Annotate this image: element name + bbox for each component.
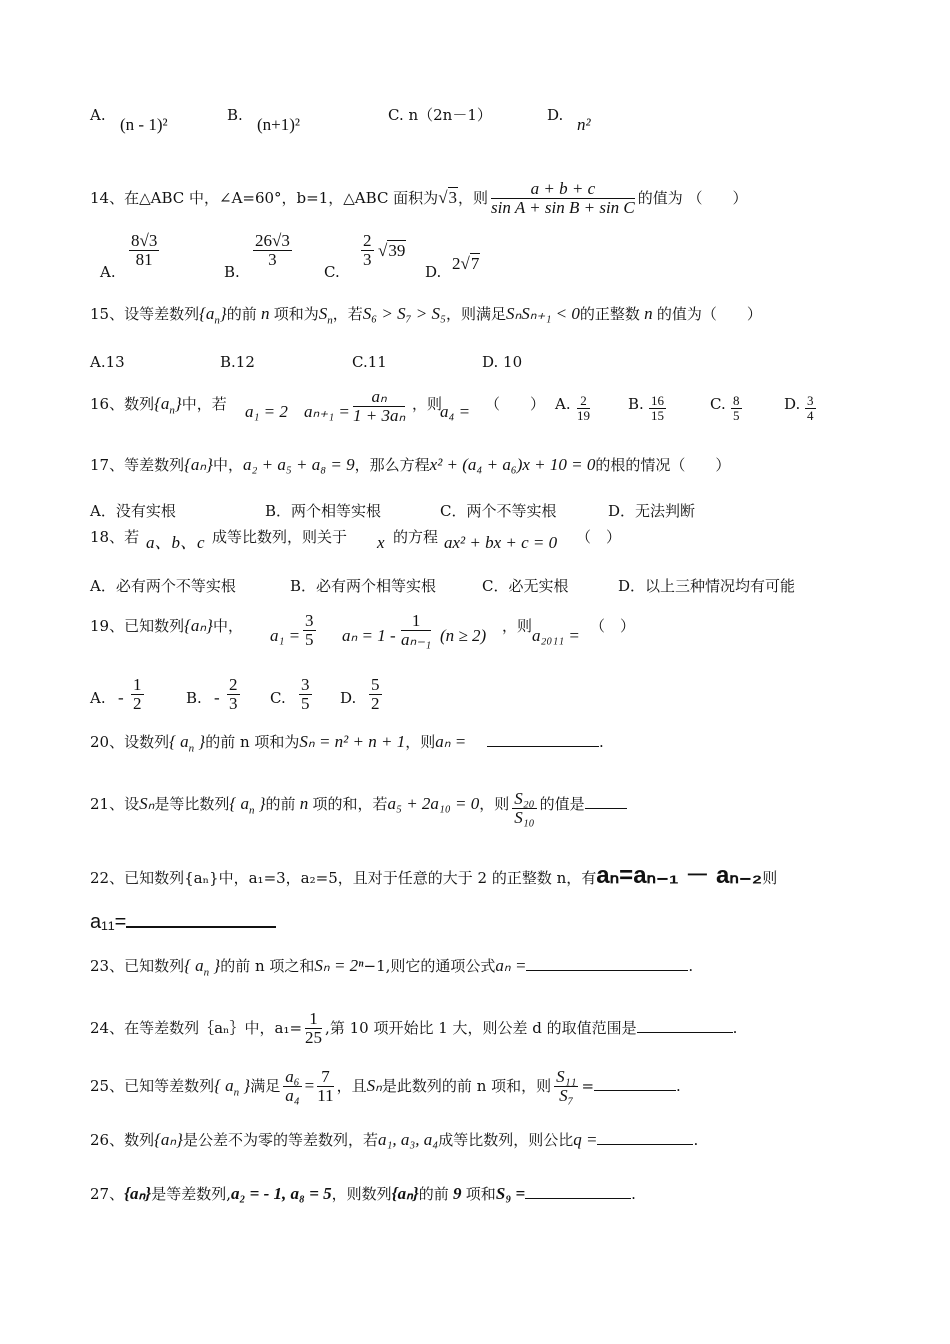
q14-option-b-label: B.: [224, 263, 240, 281]
q13-option-c: C. n（2n－1）: [388, 106, 492, 124]
q21-answer-blank[interactable]: [585, 794, 627, 809]
q17-option-b: B．两个相等实根: [265, 502, 382, 520]
q16-option-d: $\frac{3}{4}$: [807, 393, 814, 423]
q15-option-a: A.13: [90, 353, 125, 371]
q17-option-a: A．没有实根: [90, 502, 176, 520]
q19-option-a: $\frac{1}{2}$: [133, 675, 142, 713]
q16-stem: 16、数列$\{a_n\}$中，若 a₁ = 2 aₙ₊₁ = $\frac{\text{aₙ}}{\text{1 + 3aₙ}}$ ，则 a₄ = （ ） A. $\frac{2}{19}$ B. $\frac{16}{15}$ C. $\frac{8}{5}$ D. $\frac{3}{4}$: [90, 387, 814, 425]
q21-fraction: $\frac{\text{S₂₀}}{\text{S₁₀}}$: [514, 789, 535, 827]
q16-option-a: $\frac{2}{19}$: [577, 393, 590, 423]
q25-stem: 25、已知等差数列{ $a_n$ }满足 $\frac{\text{a₆}}{\text{a₄}}$ = $\frac{7}{11}$ ，且Sₙ是此数列的前 n 项和，则 $\frac{\text{S₁₁}}{\text{S₇}}$ = .: [90, 1067, 681, 1105]
q22-answer: a₁₁=: [90, 912, 910, 933]
q15-option-b: B.12: [220, 353, 255, 371]
q14-prefix: 14、在△ABC 中，∠A=60°，b=1，△ABC 面积为: [90, 189, 439, 207]
q14-stem: 14、在△ABC 中，∠A=60°，b=1，△ABC 面积为√3，则 $\frac{a + b + c}{\text{sin A + sin B + sin C}}$ 的值为 （ ）: [90, 179, 748, 217]
q23-stem: 23、已知数列{ $a_n$ }的前 n 项之和Sₙ = 2ⁿ−1,则它的通项公式aₙ = .: [90, 956, 694, 979]
q14-option-d-expr: 2√7: [452, 254, 480, 273]
q13-option-b-label: B.: [227, 106, 243, 124]
q15-option-d: D. 10: [482, 353, 523, 371]
q18-option-c: C．必无实根: [482, 577, 569, 595]
q20-stem: 20、设数列{ $a_n$ }的前 n 项和为Sₙ = n² + n + 1，则aₙ = .: [90, 732, 604, 755]
q19-a1-frac: $\frac{3}{5}$: [305, 611, 314, 649]
q19-option-c: $\frac{3}{5}$: [301, 675, 310, 713]
q17-option-d: D．无法判断: [608, 502, 696, 520]
q19-an-frac: $\frac{1}{\text{aₙ₋₁}}$: [401, 611, 432, 649]
q15-seq: $\{a_n\}$: [199, 304, 227, 327]
q14-option-b-frac: $\frac{26√3}{3}$: [255, 231, 290, 269]
q26-answer-blank[interactable]: [597, 1130, 693, 1145]
q18-option-b: B．必有两个相等实根: [290, 577, 437, 595]
q14-option-c-label: C.: [324, 263, 340, 281]
q14-option-d-label: D.: [425, 263, 442, 281]
q20-answer-blank[interactable]: [487, 732, 599, 747]
q15-stem: 15、设等差数列$\{a_n\}$的前 n 项和为$S_n$，若S₆ > S₇ > S₅，则满足SₙSₙ₊₁ < 0的正整数 n 的值为（ ）: [90, 304, 762, 327]
q18-stem: 18、若 a、b、c 成等比数列，则关于 x 的方程 ax² + bx + c = 0 （ ）: [90, 528, 622, 552]
q16-fraction: $\frac{\text{aₙ}}{\text{1 + 3aₙ}}$: [353, 387, 406, 425]
q13-option-a-label: A.: [90, 106, 106, 124]
q15-option-c: C.11: [352, 353, 387, 371]
q16-option-b: $\frac{16}{15}$: [651, 393, 664, 423]
q14-option-c-frac: $\frac{2}{3}$: [363, 231, 372, 269]
q13-option-d-expr: n²: [577, 115, 591, 134]
q17-stem: 17、等差数列{aₙ}中，a₂ + a₅ + a₈ = 9，那么方程x² + (a₄ + a₆)x + 10 = 0的根的情况（ ）: [90, 455, 731, 474]
q27-stem: 27、{aₙ}是等差数列,a₂ = - 1, a₈ = 5，则数列{aₙ}的前 9 项和S₉ = .: [90, 1184, 636, 1203]
q19-stem: 19、已知数列{aₙ}中， a₁ = $\frac{3}{5}$ aₙ = 1 - $\frac{1}{\text{aₙ₋₁}}$ (n ≥ 2) ，则 a₂₀₁₁ = （ ）: [90, 611, 636, 649]
q16-an1: aₙ₊₁ =: [304, 402, 350, 421]
q24-fraction: $\frac{1}{25}$: [305, 1009, 323, 1047]
q14-suffix: 的值为 （ ）: [637, 189, 748, 207]
q21-stem: 21、设Sₙ是等比数列{ $a_n$ }的前 n 项的和，若a₅ + 2a₁₀ = 0，则 $\frac{\text{S₂₀}}{\text{S₁₀}}$ 的值是: [90, 790, 910, 830]
q26-stem: 26、数列{aₙ}是公差不为零的等差数列，若a₁, a₃, a₄成等比数列，则公比q = .: [90, 1130, 699, 1149]
q17-option-c: C．两个不等实根: [440, 502, 557, 520]
q19-option-d: $\frac{5}{2}$: [371, 675, 380, 713]
q23-answer-blank[interactable]: [526, 956, 688, 971]
q14-option-a-frac: $\frac{8√3}{81}$: [131, 231, 158, 269]
q13-option-d-label: D.: [547, 106, 564, 124]
q19-options: A. - $\frac{1}{2}$ B. - $\frac{2}{3}$ C. $\frac{3}{5}$ D. $\frac{5}{2}$: [90, 675, 380, 713]
q13-option-b-expr: (n+1)²: [257, 115, 301, 134]
q16-a4: a₄ =: [440, 402, 471, 421]
q14-options: [90, 232, 910, 280]
q24-answer-blank[interactable]: [637, 1018, 733, 1033]
q22-recurrence: aₙ=aₙ₋₁ － aₙ₋₂: [596, 862, 763, 889]
q13-option-a-expr: (n - 1)²: [120, 115, 168, 134]
q22-answer-blank[interactable]: [126, 912, 276, 928]
q14-fraction: $\frac{a + b + c}{\text{sin A + sin B + sin C}}$: [491, 179, 635, 217]
q18-option-d: D．以上三种情况均有可能: [618, 577, 796, 595]
q22-stem: 22、已知数列{aₙ}中，a₁=3，a₂=5，且对于任意的大于 2 的正整数 n，有aₙ=aₙ₋₁ － aₙ₋₂则: [90, 862, 778, 889]
q14-option-a-label: A.: [100, 263, 116, 281]
q14-option-c-root: √39: [378, 241, 406, 260]
q24-stem: 24、在等差数列｛aₙ｝中，a₁= $\frac{1}{25}$ ,第 10 项开始比 1 大，则公差 d 的取值范围是 .: [90, 1009, 738, 1047]
q16-a1: a₁ = 2: [245, 402, 288, 421]
q18-option-a: A．必有两个不等实根: [90, 577, 236, 595]
q27-answer-blank[interactable]: [525, 1184, 631, 1199]
q16-option-c: $\frac{8}{5}$: [733, 393, 740, 423]
q25-answer-blank[interactable]: [594, 1076, 676, 1091]
q19-option-b: $\frac{2}{3}$: [229, 675, 238, 713]
q14-mid: ，则: [458, 189, 489, 207]
